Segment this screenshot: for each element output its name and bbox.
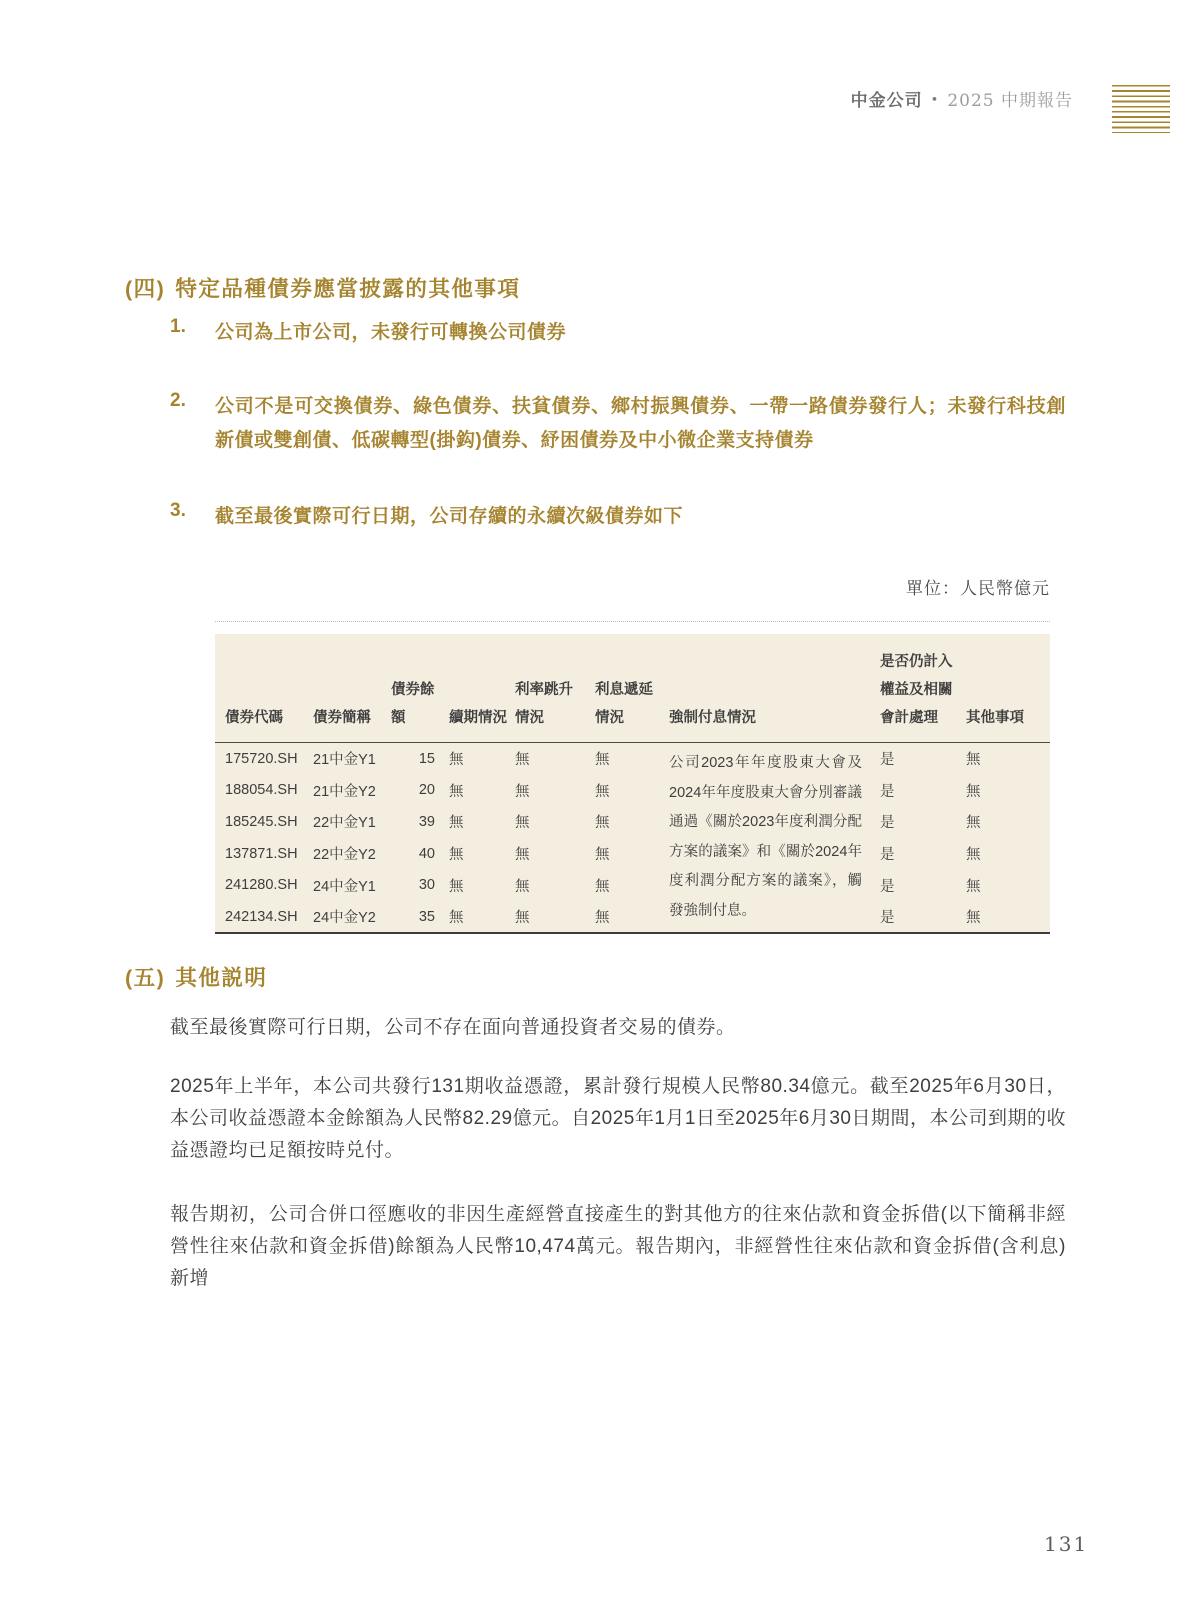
table-top-rule bbox=[215, 621, 1050, 622]
paragraph-1: 截至最後實際可行日期，公司不存在面向普通投資者交易的債券。 bbox=[170, 1017, 736, 1038]
other-cell: 無 bbox=[966, 752, 981, 769]
brand-name: 中金公司 bbox=[850, 91, 923, 111]
table-row bbox=[215, 774, 1050, 806]
bond-code-cell: 188054.SH bbox=[225, 782, 298, 799]
balance-cell: 30 bbox=[418, 877, 435, 894]
bond-code-cell: 175720.SH bbox=[225, 750, 298, 767]
table-row bbox=[215, 838, 1050, 870]
deferral-cell: 無 bbox=[595, 783, 610, 800]
report-title: 2025 中期報告 bbox=[947, 91, 1073, 111]
col-header-other-matters: 其他事項 bbox=[960, 634, 1050, 743]
bond-name-cell: 21中金Y1 bbox=[313, 752, 376, 769]
other-cell: 無 bbox=[966, 847, 981, 864]
table-row bbox=[215, 806, 1050, 838]
renewal-cell: 無 bbox=[449, 783, 464, 800]
renewal-cell: 無 bbox=[449, 878, 464, 895]
bond-name-cell: 22中金Y1 bbox=[313, 815, 376, 832]
balance-cell: 15 bbox=[418, 750, 435, 767]
deferral-cell: 無 bbox=[595, 847, 610, 864]
col-header-bond-name: 債券簡稱 bbox=[307, 634, 385, 743]
rate-jump-cell: 無 bbox=[515, 752, 530, 769]
section5-heading bbox=[125, 961, 267, 992]
section4-label: (四) bbox=[125, 277, 166, 301]
rate-jump-cell: 無 bbox=[515, 783, 530, 800]
list-item-2 bbox=[170, 390, 1066, 458]
paragraph-3: 報告期初，公司合併口徑應收的非因生產經營直接產生的對其他方的往來佔款和資金拆借(以下簡稱非經營性往來佔款和資金拆借)餘額為人民幣10,474萬元。報告期內，非經營性往來佔款和資金拆借(含利息)新增 bbox=[170, 1204, 1066, 1289]
page-number: 131 bbox=[1044, 1532, 1089, 1556]
balance-cell: 39 bbox=[418, 813, 435, 830]
item3-number: 3. bbox=[170, 500, 186, 521]
bond-code-cell: 185245.SH bbox=[225, 813, 298, 830]
bond-name-cell: 22中金Y2 bbox=[313, 847, 376, 864]
deferral-cell: 無 bbox=[595, 752, 610, 769]
other-cell: 無 bbox=[966, 910, 981, 927]
mandatory-interest-note-cell: 公司2023年年度股東大會及2024年年度股東大會分別審議通過《關於2023年度利潤分配方案的議案》和《關於2024年度利潤分配方案的議案》，觸發強制付息。 bbox=[669, 755, 862, 919]
table-row bbox=[215, 901, 1050, 933]
renewal-cell: 無 bbox=[449, 815, 464, 832]
table-header-row bbox=[215, 634, 1050, 743]
item2-text: 公司不是可交換債券、綠色債券、扶貧債券、鄉村振興債券、一帶一路債券發行人；未發行科技創新債或雙創債、低碳轉型(掛鈎)債券、紓困債券及中小微企業支持債券 bbox=[215, 396, 1066, 451]
col-header-deferral: 利息遞延 情況 bbox=[589, 634, 663, 743]
perpetual-bond-table bbox=[215, 634, 1050, 934]
section4-title: 特定品種債券應當披露的其他事項 bbox=[175, 277, 521, 301]
header-bullet: • bbox=[930, 93, 940, 108]
bond-name-cell: 24中金Y2 bbox=[313, 910, 376, 927]
list-item-1 bbox=[170, 316, 1066, 350]
section4-heading bbox=[125, 272, 520, 303]
rate-jump-cell: 無 bbox=[515, 815, 530, 832]
col-header-mandatory-interest: 強制付息情況 bbox=[663, 634, 874, 743]
equity-cell: 是 bbox=[880, 878, 895, 895]
item2-number: 2. bbox=[170, 390, 186, 411]
renewal-cell: 無 bbox=[449, 910, 464, 927]
running-header bbox=[851, 86, 1073, 111]
other-cell: 無 bbox=[966, 815, 981, 832]
balance-cell: 35 bbox=[418, 908, 435, 925]
deferral-cell: 無 bbox=[595, 815, 610, 832]
balance-cell: 40 bbox=[418, 845, 435, 862]
col-header-renewal: 續期情況 bbox=[443, 634, 509, 743]
bond-name-cell: 24中金Y1 bbox=[313, 878, 376, 895]
table-row bbox=[215, 743, 1050, 775]
list-item-3 bbox=[170, 500, 1066, 534]
equity-cell: 是 bbox=[880, 847, 895, 864]
other-cell: 無 bbox=[966, 878, 981, 895]
unit-note: 單位：人民幣億元 bbox=[906, 579, 1050, 598]
rate-jump-cell: 無 bbox=[515, 878, 530, 895]
deferral-cell: 無 bbox=[595, 910, 610, 927]
section5-label: (五) bbox=[125, 966, 166, 990]
rate-jump-cell: 無 bbox=[515, 910, 530, 927]
equity-cell: 是 bbox=[880, 783, 895, 800]
balance-cell: 20 bbox=[418, 782, 435, 799]
equity-cell: 是 bbox=[880, 815, 895, 832]
paragraph-2: 2025年上半年，本公司共發行131期收益憑證，累計發行規模人民幣80.34億元。截至2025年6月30日，本公司收益憑證本金餘額為人民幣82.29億元。自2025年1月1日至2025年6月30日期間，本公司到期的收益憑證均已足額按時兑付。 bbox=[170, 1076, 1066, 1161]
bond-code-cell: 242134.SH bbox=[225, 908, 298, 925]
item1-number: 1. bbox=[170, 316, 186, 337]
col-header-equity-treatment: 是否仍計入 權益及相關 會計處理 bbox=[874, 634, 960, 743]
deferral-cell: 無 bbox=[595, 878, 610, 895]
table-row bbox=[215, 870, 1050, 902]
col-header-balance: 債券餘額 bbox=[385, 634, 443, 743]
item1-text: 公司為上市公司，未發行可轉換公司債券 bbox=[215, 322, 567, 343]
equity-cell: 是 bbox=[880, 752, 895, 769]
col-header-rate-jump: 利率跳升 情況 bbox=[509, 634, 589, 743]
renewal-cell: 無 bbox=[449, 752, 464, 769]
col-header-bond-code: 債券代碼 bbox=[215, 634, 307, 743]
bond-code-cell: 137871.SH bbox=[225, 845, 298, 862]
brand-stripes-logo-icon bbox=[1112, 85, 1170, 133]
equity-cell: 是 bbox=[880, 910, 895, 927]
bond-name-cell: 21中金Y2 bbox=[313, 783, 376, 800]
section5-title: 其他説明 bbox=[175, 966, 268, 990]
other-cell: 無 bbox=[966, 783, 981, 800]
renewal-cell: 無 bbox=[449, 847, 464, 864]
bond-code-cell: 241280.SH bbox=[225, 877, 298, 894]
rate-jump-cell: 無 bbox=[515, 847, 530, 864]
item3-text: 截至最後實際可行日期，公司存續的永續次級債券如下 bbox=[215, 506, 684, 527]
